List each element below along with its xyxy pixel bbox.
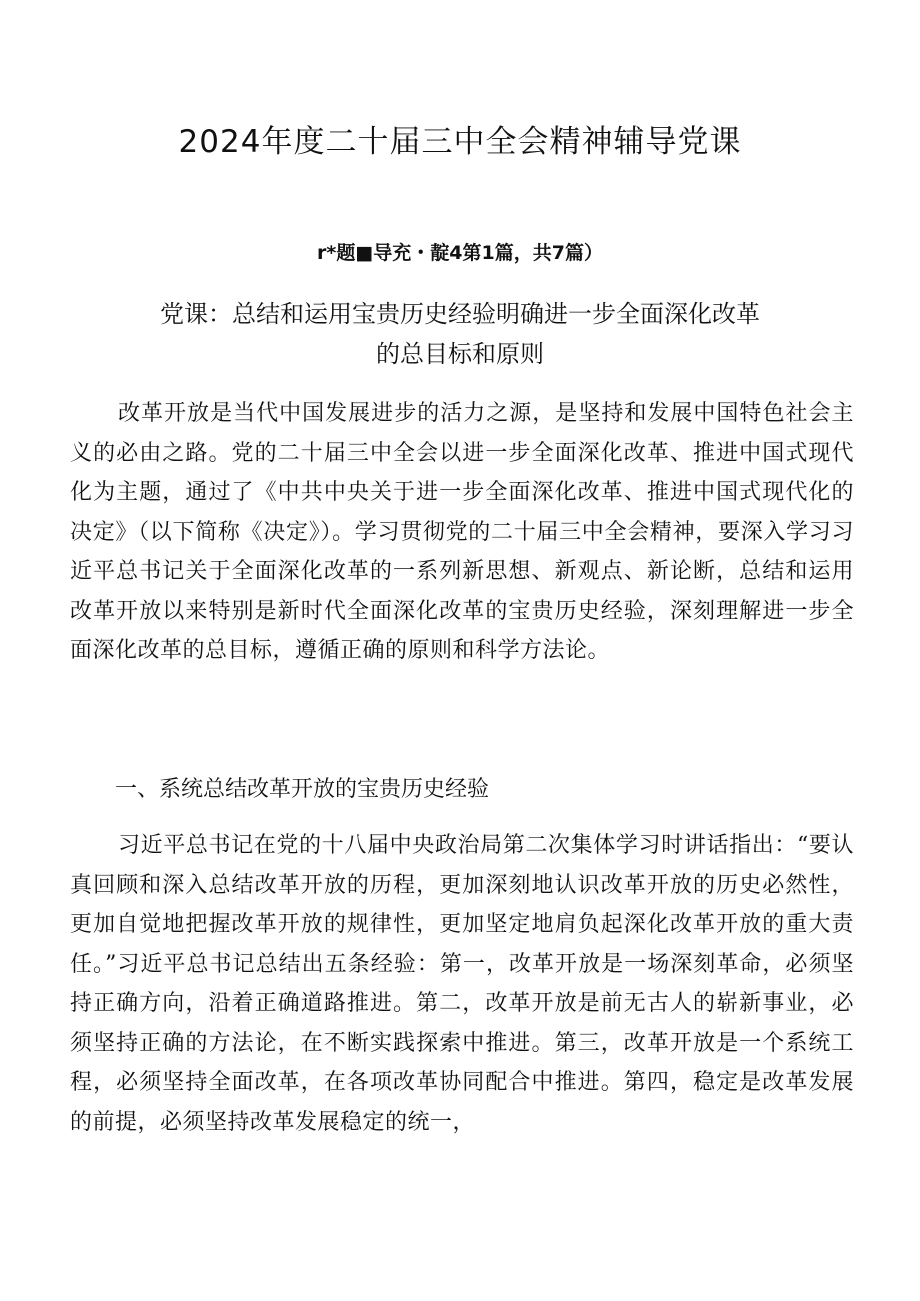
intro-paragraph: 改革开放是当代中国发展进步的活力之源，是坚持和发展中国特色社会主义的必由之路。党的二十届三中全会以进一步全面深化改革、推进中国式现代化为主题，通过了《中共中央关于进一步全面深化改革、推进中国式现代化的决定》（以下简称《决定》）。学习贯彻党的二十届三中全会精神，要深入学习习近平总书记关于全面深化改革的一系列新思想、新观点、新论断，总结和运用改革开放以来特别是新时代全面深化改革的宝贵历史经验，深刻理解进一步全面深化改革的总目标，遵循正确的原则和科学方法论。: [70, 401, 854, 663]
section-1-paragraph: 习近平总书记在党的十八届中央政治局第二次集体学习时讲话指出：“要认真回顾和深入总结改革开放的历程，更加深刻地认识改革开放的历史必然性，更加自觉地把握改革开放的规律性，更加坚定地肩负起深化改革开放的重大责任。”习近平总书记总结出五条经验：第一，改革开放是一场深刻革命，必须坚持正确方向，沿着正确道路推进。第二，改革开放是前无古人的崭新事业，必须坚持正确的方法论，在不断实践探索中推进。第三，改革开放是一个系统工程，必须坚持全面改革，在各项改革协同配合中推进。第四，稳定是改革发展的前提，必须坚持改革发展稳定的统一，: [70, 833, 854, 1135]
series-note: r*题■导充・靛4第1篇，共7篇）: [317, 242, 603, 264]
lesson-title: [120, 294, 800, 374]
section-heading-1: 一、系统总结改革开放的宝贵历史经验: [115, 777, 490, 802]
lesson-title-line-1: 党课：总结和运用宝贵历史经验明确进一步全面深化改革: [160, 300, 760, 328]
document-title: 2024年度二十届三中全会精神辅导党课: [178, 124, 742, 160]
lesson-title-line-2: 的总目标和原则: [376, 340, 544, 368]
